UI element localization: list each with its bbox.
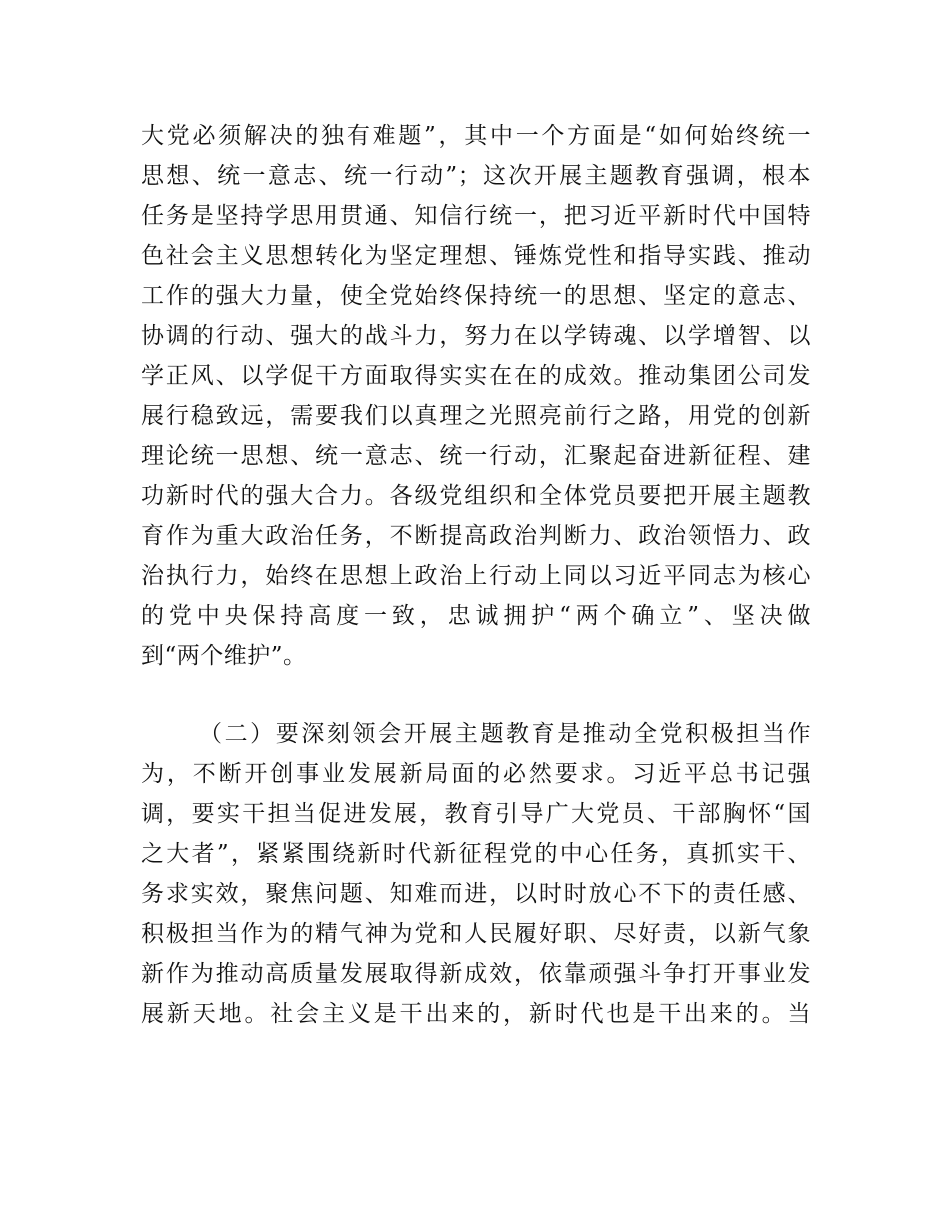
paragraph-line: 新作为推动高质量发展取得新成效，依靠顽强斗争打开事业发 bbox=[141, 961, 811, 987]
paragraph-line: 积极担当作为的精气神为党和人民履好职、尽好责，以新气象 bbox=[141, 921, 811, 947]
paragraph-line: 大党必须解决的独有难题”，其中一个方面是“如何始终统一 bbox=[141, 123, 811, 149]
paragraph-line: （二）要深刻领会开展主题教育是推动全党积极担当作 bbox=[199, 721, 811, 747]
paragraph-line: 调，要实干担当促进发展，教育引导广大党员、干部胸怀“国 bbox=[141, 801, 811, 827]
paragraph-line: 理论统一思想、统一意志、统一行动，汇聚起奋进新征程、建 bbox=[141, 443, 811, 469]
body-paragraph-1 bbox=[141, 116, 811, 676]
paragraph-line: 展新天地。社会主义是干出来的，新时代也是干出来的。当 bbox=[141, 1001, 811, 1027]
paragraph-line: 思想、统一意志、统一行动”；这次开展主题教育强调，根本 bbox=[141, 163, 811, 189]
paragraph-line: 务求实效，聚焦问题、知难而进，以时时放心不下的责任感、 bbox=[141, 881, 811, 907]
paragraph-line: 为，不断开创事业发展新局面的必然要求。习近平总书记强 bbox=[141, 761, 811, 787]
paragraph-line: 任务是坚持学思用贯通、知信行统一，把习近平新时代中国特 bbox=[141, 203, 811, 229]
paragraph-line: 色社会主义思想转化为坚定理想、锤炼党性和指导实践、推动 bbox=[141, 243, 811, 269]
paragraph-line: 功新时代的强大合力。各级党组织和全体党员要把开展主题教 bbox=[141, 483, 811, 509]
paragraph-line: 的党中央保持高度一致，忠诚拥护“两个确立”、坚决做 bbox=[141, 603, 811, 629]
paragraph-line: 协调的行动、强大的战斗力，努力在以学铸魂、以学增智、以 bbox=[141, 323, 811, 349]
paragraph-line: 展行稳致远，需要我们以真理之光照亮前行之路，用党的创新 bbox=[141, 403, 811, 429]
paragraph-line: 育作为重大政治任务，不断提高政治判断力、政治领悟力、政 bbox=[141, 523, 811, 549]
paragraph-line: 学正风、以学促干方面取得实实在在的成效。推动集团公司发 bbox=[141, 363, 811, 389]
paragraph-line: 之大者”，紧紧围绕新时代新征程党的中心任务，真抓实干、 bbox=[141, 841, 811, 867]
paragraph-line: 工作的强大力量，使全党始终保持统一的思想、坚定的意志、 bbox=[141, 283, 811, 309]
body-paragraph-2 bbox=[141, 714, 811, 1034]
paragraph-line: 治执行力，始终在思想上政治上行动上同以习近平同志为核心 bbox=[141, 563, 811, 589]
paragraph-line: 到“两个维护”。 bbox=[141, 643, 307, 669]
